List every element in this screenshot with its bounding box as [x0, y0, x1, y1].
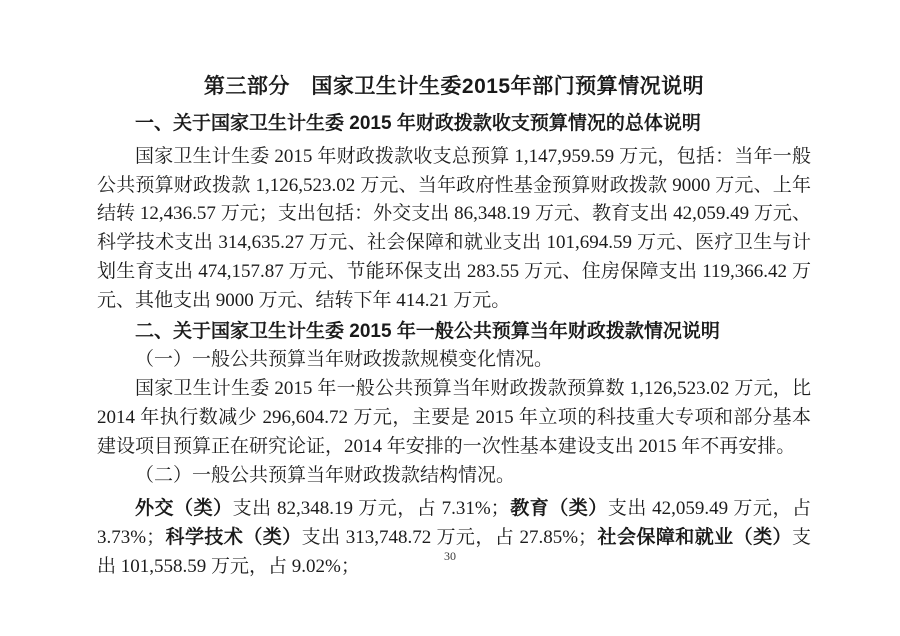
document-title: 第三部分 国家卫生计生委2015年部门预算情况说明	[203, 75, 705, 98]
value-science-technology: 支出 313,748.72 万元，占 27.85%；	[301, 527, 598, 549]
subsection-heading-structure: （二）一般公共预算当年财政拨款结构情况。	[135, 464, 516, 486]
paragraph-allocation-change: 国家卫生计生委 2015 年一般公共预算当年财政拨款预算数 1,126,523.02 万元，比 2014 年执行数减少 296,604.72 万元，主要是 2015 年立项的科技重大专项和部分基本建设项目预算正在研究论证，2014 年安排的一次性基本建设支出 2015 年不再安排。	[97, 378, 811, 457]
value-foreign-affairs: 支出 82,348.19 万元，占 7.31%；	[232, 498, 510, 520]
subsection-heading-scale-change: （一）一般公共预算当年财政拨款规模变化情况。	[135, 349, 554, 371]
paragraph-budget-overview: 国家卫生计生委 2015 年财政拨款收支总预算 1,147,959.59 万元，包括：当年一般公共预算财政拨款 1,126,523.02 万元、当年政府性基金预算财政拨款 9000 万元、上年结转 12,436.57 万元；支出包括：外交支出 86,348.19 万元、教育支出 42,059.49 万元、科学技术支出 314,635.27 万元、社会保障和就业支出 101,694.59 万元、医疗卫生与计划生育支出 474,157.87 万元、节能环保支出 283.55 万元、住房保障支出 119,366.42 万元、其他支出 9000 万元、结转下年 414.21 万元。	[97, 145, 811, 311]
section-heading-public-budget-explanation: 二、关于国家卫生计生委 2015 年一般公共预算当年财政拨款情况说明	[135, 320, 720, 342]
document-content	[97, 0, 811, 582]
category-label-science-technology: 科学技术（类）	[165, 527, 302, 549]
value-social-security-employment: 支出 101,558.59 万元，占 9.02%；	[97, 527, 811, 577]
value-education: 支出 42,059.49 万元，占 3.73%；	[97, 498, 811, 549]
paragraph-allocation-structure	[97, 495, 811, 581]
section-heading-overall-explanation: 一、关于国家卫生计生委 2015 年财政拨款收支预算情况的总体说明	[135, 113, 701, 134]
category-label-social-security-employment: 社会保障和就业（类）	[597, 527, 792, 549]
category-label-education: 教育（类）	[509, 498, 608, 520]
page-number: 30	[444, 549, 456, 563]
category-label-foreign-affairs: 外交（类）	[135, 498, 233, 520]
